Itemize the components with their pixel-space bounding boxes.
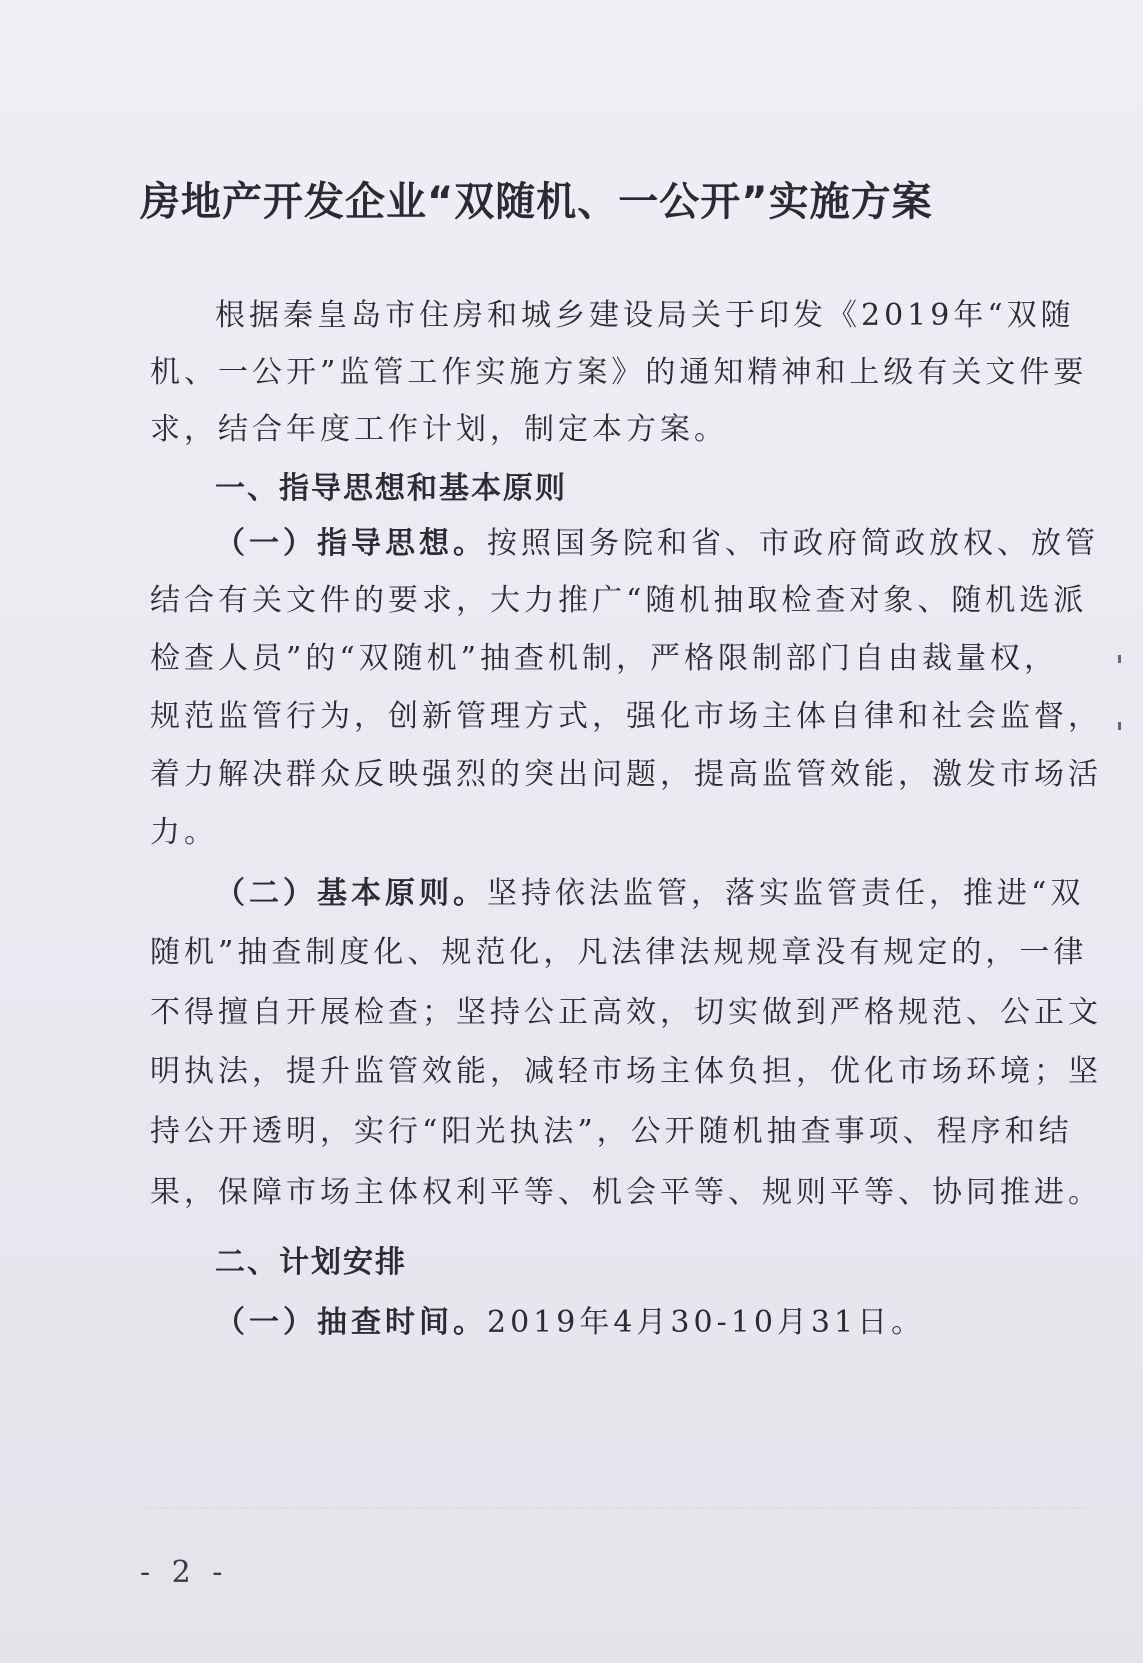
subsection-2-line-5: 持公开透明，实行“阳光执法”，公开随机抽查事项、程序和结 (150, 1114, 1073, 1149)
subsection-2-first-line (215, 868, 1084, 912)
subsection-3-line (215, 1297, 925, 1341)
section-heading-2: 二、计划安排 (215, 1245, 407, 1280)
subsection-1-line-4: 规范监管行为，创新管理方式，强化市场主体自律和社会监督， (150, 699, 1102, 734)
subsection-1-line-3: 检查人员”的“双随机”抽查机制，严格限制部门自由裁量权， (150, 641, 1059, 676)
subsection-2-label: （二）基本原则。 (215, 876, 487, 911)
subsection-1-line-5: 着力解决群众反映强烈的突出问题，提高监管效能，激发市场活 (150, 757, 1102, 792)
section-heading-1: 一、指导思想和基本原则 (215, 471, 567, 506)
intro-line-1: 根据秦皇岛市住房和城乡建设局关于印发《2019年“双随 (215, 298, 1075, 333)
subsection-2-line-6: 果，保障市场主体权利平等、机会平等、规则平等、协同推进。 (150, 1175, 1102, 1210)
edge-mark (1118, 655, 1121, 663)
subsection-1-text: 按照国务院和省、市政府简政放权、放管 (487, 526, 1099, 561)
subsection-3-label: （一）抽查时间。 (215, 1305, 487, 1340)
subsection-2-text: 坚持依法监管，落实监管责任，推进“双 (487, 876, 1085, 911)
intro-line-2: 机、一公开”监管工作实施方案》的通知精神和上级有关文件要 (150, 355, 1088, 390)
intro-line-3: 求，结合年度工作计划，制定本方案。 (150, 412, 728, 447)
subsection-2-line-3: 不得擅自开展检查；坚持公正高效，切实做到严格规范、公正文 (150, 995, 1102, 1030)
page-number: - 2 - (140, 1555, 229, 1590)
subsection-1-first-line (215, 518, 1099, 562)
subsection-1-line-2: 结合有关文件的要求，大力推广“随机抽取检查对象、随机选派 (150, 583, 1088, 618)
subsection-2-line-4: 明执法，提升监管效能，减轻市场主体负担，优化市场环境；坚 (150, 1054, 1102, 1089)
document-title: 房地产开发企业“双随机、一公开”实施方案 (140, 179, 933, 225)
subsection-2-line-2: 随机”抽查制度化、规范化，凡法律法规规章没有规定的，一律 (150, 935, 1088, 970)
edge-mark (1118, 722, 1121, 730)
footer-divider (140, 1508, 1090, 1509)
subsection-3-text: 2019年4月30-10月31日。 (487, 1305, 926, 1340)
subsection-1-line-6: 力。 (150, 815, 218, 850)
subsection-1-label: （一）指导思想。 (215, 526, 487, 561)
